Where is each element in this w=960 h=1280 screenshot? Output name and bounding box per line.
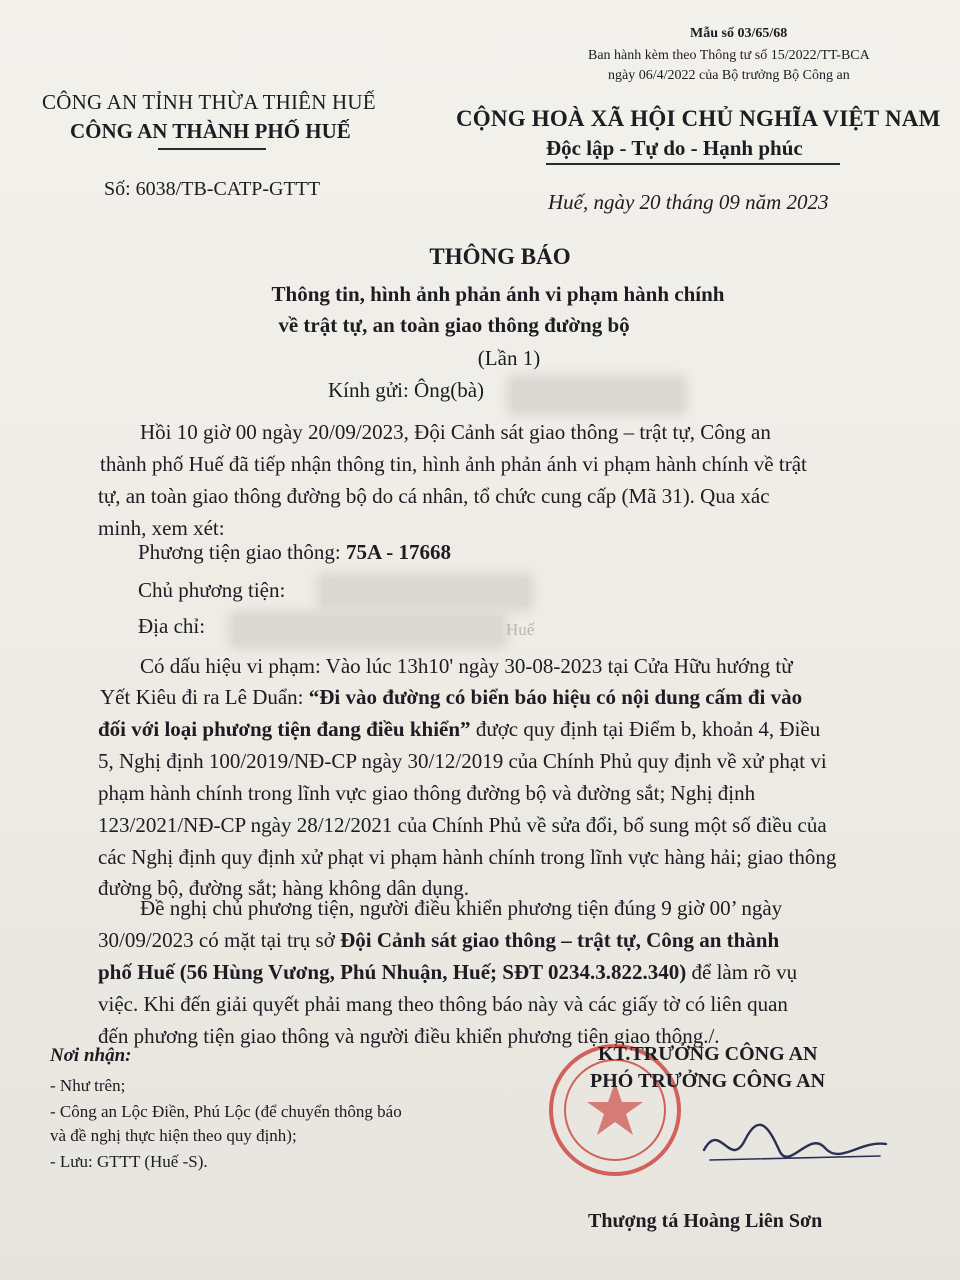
recipient-item: và đề nghị thực hiện theo quy định); [50, 1126, 297, 1145]
redacted-address [234, 616, 502, 644]
form-issued-line-1: Ban hành kèm theo Thông tư số 15/2022/TT-BCA [588, 48, 870, 63]
request-office-address: phố Huế (56 Hùng Vương, Phú Nhuận, Huế; SĐT 0234.3.822.340) [98, 960, 687, 984]
handwritten-signature [690, 1110, 890, 1180]
national-title: CỘNG HOÀ XÃ HỘI CHỦ NGHĨA VIỆT NAM [456, 106, 941, 131]
vehicle-label: Phương tiện giao thông: [138, 540, 341, 564]
vehicle-row [138, 540, 451, 565]
signer-name: Thượng tá Hoàng Liên Sơn [588, 1210, 823, 1232]
motto-underline [546, 163, 840, 165]
notice-round: (Lần 1) [477, 346, 541, 370]
vehicle-plate: 75A - 17668 [345, 540, 451, 564]
violation-description-start: “Đi vào đường có biển báo hiệu có nội dung cấm đi vào [308, 685, 803, 709]
form-issued-line-2: ngày 06/4/2022 của Bộ trưởng Bộ Công an [608, 68, 850, 83]
signatory-title-1: KT.TRƯỞNG CÔNG AN [598, 1043, 818, 1065]
request-line-5: đến phương tiện giao thông và người điều khiển phương tiện giao thông./. [98, 1024, 720, 1048]
violation-line-7: các Nghị định quy định xử phạt vi phạm hành chính trong lĩnh vực hàng hải; giao thông [98, 845, 837, 869]
signatory-title-2: PHÓ TRƯỞNG CÔNG AN [590, 1070, 826, 1092]
intro-line-1: Hồi 10 giờ 00 ngày 20/09/2023, Đội Cảnh sát giao thông – trật tự, Công an [140, 420, 771, 444]
address-tail: Huế [506, 620, 535, 639]
intro-line-2: thành phố Huế đã tiếp nhận thông tin, hình ảnh phản ánh vi phạm hành chính về trật [100, 452, 807, 476]
request-line-1: Đề nghị chủ phương tiện, người điều khiển phương tiện đúng 9 giờ 00’ ngày [140, 896, 783, 920]
form-number: Mẫu số 03/65/68 [690, 26, 788, 41]
national-motto: Độc lập - Tự do - Hạnh phúc [546, 136, 803, 160]
recipient-item: - Lưu: GTTT (Huế -S). [50, 1152, 208, 1171]
form-issued-note [588, 46, 870, 86]
document-number: Số: 6038/TB-CATP-GTTT [104, 178, 321, 200]
recipient-salutation: Kính gửi: Ông(bà) [328, 378, 485, 402]
violation-line-2 [100, 685, 802, 710]
request-office-start: Đội Cảnh sát giao thông – trật tự, Công an thành [340, 928, 780, 952]
request-purpose: để làm rõ vụ [686, 960, 798, 984]
violation-location: Yết Kiêu đi ra Lê Duẩn: [100, 685, 309, 709]
request-line-3 [98, 960, 797, 985]
agency-parent: CÔNG AN TỈNH THỪA THIÊN HUẾ [42, 90, 376, 114]
recipient-item: - Như trên; [50, 1076, 126, 1095]
document-subtitle-2: về trật tự, an toàn giao thông đường bộ [278, 313, 630, 337]
request-date: 30/09/2023 có mặt tại trụ sở [98, 928, 341, 952]
violation-description-end: đối với loại phương tiện đang điều khiển” [98, 717, 471, 741]
violation-line-3 [98, 717, 820, 742]
redacted-recipient-name [512, 380, 682, 410]
agency-underline [158, 148, 266, 150]
violation-line-8: đường bộ, đường sắt; hàng không dân dụng. [98, 876, 470, 900]
violation-line-6: 123/2021/NĐ-CP ngày 28/12/2021 của Chính Phủ về sửa đổi, bổ sung một số điều của [98, 813, 827, 837]
violation-line-4: 5, Nghị định 100/2019/NĐ-CP ngày 30/12/2019 của Chính Phủ quy định về xử phạt vi [98, 749, 827, 773]
violation-line-1: Có dấu hiệu vi phạm: Vào lúc 13h10' ngày 30-08-2023 tại Cửa Hữu hướng từ [140, 654, 793, 678]
owner-label: Chủ phương tiện: [138, 578, 286, 602]
violation-line-5: phạm hành chính trong lĩnh vực giao thông đường bộ và đường sắt; Nghị định [98, 781, 756, 805]
intro-line-3: tự, an toàn giao thông đường bộ do cá nhân, tổ chức cung cấp (Mã 31). Qua xác [98, 484, 770, 508]
document-subtitle-1: Thông tin, hình ảnh phản ánh vi phạm hành chính [271, 282, 725, 306]
request-line-2 [98, 928, 779, 953]
request-line-4: việc. Khi đến giải quyết phải mang theo thông báo này và các giấy tờ có liên quan [98, 992, 788, 1016]
place-date: Huế, ngày 20 tháng 09 năm 2023 [548, 190, 829, 214]
violation-legal-start: được quy định tại Điểm b, khoản 4, Điều [470, 717, 821, 741]
redacted-owner [322, 578, 528, 606]
document-title: THÔNG BÁO [429, 244, 571, 269]
intro-line-4: minh, xem xét: [98, 516, 225, 540]
recipient-item: - Công an Lộc Điền, Phú Lộc (để chuyển thông báo [50, 1102, 402, 1121]
address-label: Địa chỉ: [138, 614, 206, 638]
recipients-heading: Nơi nhận: [50, 1045, 132, 1066]
agency-name: CÔNG AN THÀNH PHỐ HUẾ [70, 119, 351, 143]
